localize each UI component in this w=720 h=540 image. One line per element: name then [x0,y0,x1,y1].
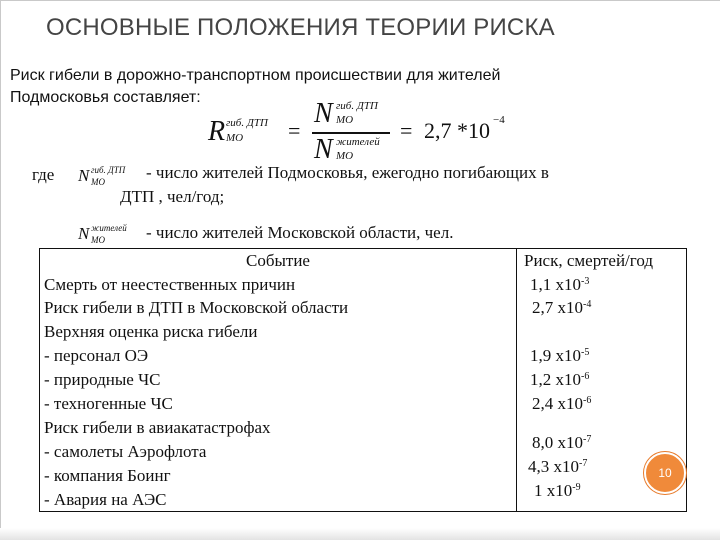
table-event-row: Риск гибели в авиакатастрофах [44,418,271,437]
formula-R: R [208,116,226,147]
table-header-event: Событие [246,251,310,270]
risk-mantissa: 4,3 х10 [528,457,579,476]
slide-top-border [0,0,720,1]
table-header-risk: Риск, смертей/год [524,251,653,270]
risk-exponent: -7 [579,458,588,469]
formula-equals-1: = [288,118,301,143]
formula-R-sup: гиб. ДТП [226,117,268,129]
risk-mantissa: 1 х10 [534,481,573,500]
page-number-badge: 10 [644,452,686,494]
risk-mantissa: 1,1 х10 [530,275,581,294]
table-event-row: Риск гибели в ДТП в Московской области [44,298,349,317]
risk-exponent: -6 [581,371,590,382]
symbol-n-deaths-sup: гиб. ДТП [91,165,126,175]
symbol-n-residents-sub: МО [91,235,105,245]
formula-result-base: 10 [468,118,490,143]
table-event-row: Смерть от неестественных причин [44,275,296,294]
risk-mantissa: 2,7 х10 [532,298,583,317]
formula-result-exp: −4 [493,114,505,126]
legend-desc-residents: - число жителей Московской области, чел. [146,223,454,242]
table-event-row: - самолеты Аэрофлота [44,442,207,461]
formula-result-times: * [457,118,468,143]
formula-R-sub: МО [226,132,244,144]
table-risk-value [532,394,591,414]
symbol-n-deaths-N: N [78,166,90,185]
symbol-n-residents-sup: жителей [91,223,127,233]
table-event-row: - Авария на АЭС [44,490,167,509]
intro-line-1: Риск гибели в дорожно-транспортном происшествии для жителей [10,67,501,84]
slide-bottom-shadow [0,528,720,540]
risk-table [39,248,687,512]
risk-exponent: -4 [583,299,592,310]
where-label: где [32,165,55,184]
symbol-n-residents-N: N [78,224,90,243]
risk-exponent: -3 [581,276,590,287]
formula-num-sub: МО [336,114,354,126]
risk-exponent: -6 [583,395,592,406]
table-event-row: - персонал ОЭ [44,346,149,365]
risk-exponent: -5 [581,347,590,358]
formula-den-sub: МО [336,150,354,162]
legend-desc-deaths-1: - число жителей Подмосковья, ежегодно погибающих в [146,163,549,182]
table-risk-value [528,457,587,477]
formula-num-sup: гиб. ДТП [336,100,378,112]
slide-title: ОСНОВНЫЕ ПОЛОЖЕНИЯ ТЕОРИИ РИСКА [46,14,555,41]
table-risk-value [530,346,589,366]
intro-line-2: Подмосковья составляет: [10,89,201,106]
formula-den-sup: жителей [336,136,380,148]
table-column-divider [516,249,517,511]
risk-mantissa: 2,4 х10 [532,394,583,413]
symbol-n-deaths-sub: МО [91,177,105,187]
risk-exponent: -7 [583,434,592,445]
table-event-row: - природные ЧС [44,370,161,389]
formula-den-N: N [314,134,333,165]
table-event-row: Верхняя оценка риска гибели [44,322,258,341]
formula-num-N: N [314,98,333,129]
risk-mantissa: 8,0 х10 [532,433,583,452]
table-risk-value [530,275,589,295]
slide-left-border [0,0,1,540]
formula-result-mantissa: 2,7 [424,118,452,143]
table-risk-value [530,370,589,390]
risk-exponent: -9 [572,482,581,493]
risk-mantissa: 1,2 х10 [530,370,581,389]
table-risk-value [534,481,581,501]
risk-formula [208,98,528,168]
table-risk-value [532,298,591,318]
formula-equals-2: = [400,118,413,143]
risk-mantissa: 1,9 х10 [530,346,581,365]
table-risk-value [532,433,591,453]
legend-desc-deaths-2: ДТП , чел/год; [120,187,225,206]
table-event-row: - техногенные ЧС [44,394,173,413]
table-event-row: - компания Боинг [44,466,171,485]
